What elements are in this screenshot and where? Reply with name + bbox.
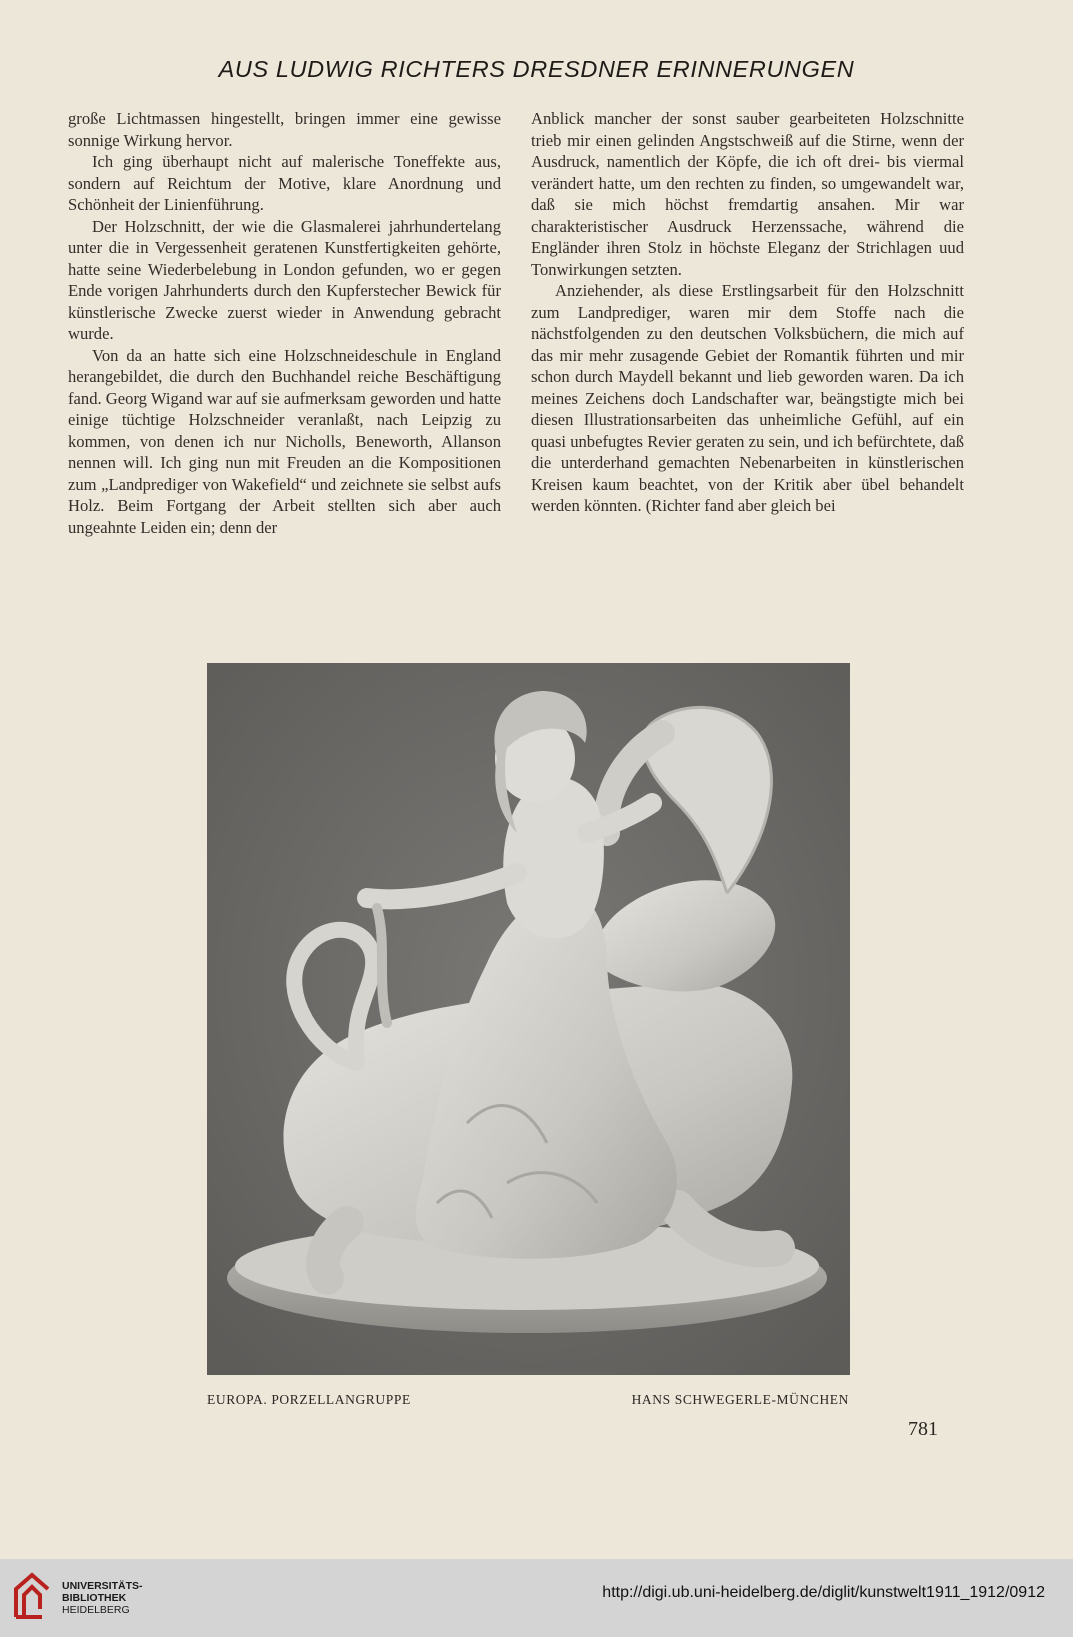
paragraph: große Lichtmassen hingestellt, bringen immer eine gewisse sonnige Wirkung hervor. — [68, 109, 501, 150]
europa-porcelain-group-illustration — [207, 663, 850, 1375]
paragraph: Anblick mancher der sonst sauber gearbeiteten Holzschnitte trieb mir einen gelinden Angstschweiß auf die Stirne, wenn der Ausdruck, namentlich der Köpfe, die ich oft drei- bis viermal verändert hatte, um den rechten zu finden, so umgewandelt war, daß sie mich höchst fremdartig ansahen. Mir war charakteristischer Ausdruck Herzenssache, während die Engländer ihren Stolz in höchste Eleganz der Strichlagen uud Tonwirkungen setzten. — [531, 109, 964, 279]
porcelain-figure-photo — [207, 663, 850, 1375]
running-header: AUS LUDWIG RICHTERS DRESDNER ERINNERUNGEN — [218, 56, 855, 82]
paragraph: Ich ging überhaupt nicht auf malerische Toneffekte aus, sondern auf Reichtum der Motive, klare Anordnung und Schönheit der Linienführung. — [68, 152, 501, 214]
text-column-right — [531, 108, 964, 517]
figure-caption-artist: HANS SCHWEGERLE-MÜNCHEN — [631, 1392, 849, 1407]
text-column-left — [68, 108, 501, 538]
library-name-line: HEIDELBERG — [62, 1604, 130, 1616]
library-name-line: UNIVERSITÄTS- — [62, 1580, 143, 1592]
library-name-line: BIBLIOTHEK — [62, 1592, 127, 1604]
paragraph: Der Holzschnitt, der wie die Glasmalerei jahrhundertelang unter die in Vergessenheit geratenen Kunstfertigkeiten gehörte, hatte seine Wiederbelebung in London gefunden, wo er gegen Ende vorigen Jahrhunderts durch den Kupferstecher Bewick für künstlerische Zwecke zuerst wieder in Anwendung gebracht wurde. — [68, 216, 501, 343]
digitization-footer — [0, 1559, 1073, 1637]
university-library-logo-icon — [12, 1569, 52, 1621]
permalink-url[interactable]: http://digi.ub.uni-heidelberg.de/diglit/kunstwelt1911_1912/0912 — [602, 1584, 1045, 1601]
figure-caption-title: EUROPA. PORZELLANGRUPPE — [207, 1392, 411, 1407]
library-name — [62, 1580, 143, 1616]
page-number: 781 — [908, 1418, 938, 1440]
paragraph: Anziehender, als diese Erstlingsarbeit für den Holzschnitt zum Landprediger, waren mir dem Stoffe nach die nächstfolgenden zu den deutschen Volksbüchern, die mich auf das mir mehr zusagende Gebiet der Romantik führten und mir schon durch Maydell bekannt und lieb geworden waren. Da ich meines Zeichens doch Landschafter war, beängstigte mich bei diesen Illustrationsarbeiten das unheimliche Gefühl, auf ein quasi unbefugtes Revier geraten zu sein, und ich befürchtete, daß die unterderhand gemachten Nebenarbeiten in künstlerischen Kreisen kaum beachtet, von der Kritik aber übel behandelt werden könnten. (Richter fand aber gleich bei — [531, 281, 964, 515]
paragraph: Von da an hatte sich eine Holzschneideschule in England herangebildet, die durch den Buchhandel reiche Beschäftigung fand. Georg Wigand war auf sie aufmerksam geworden und hatte einige tüchtige Holzschneider veranlaßt, nach Leipzig zu kommen, von denen ich nur Nicholls, Beneworth, Allanson nennen will. Ich ging nun mit Freuden an die Kompositionen zum „Landprediger von Wakefield“ und zeichnete sie selbst aufs Holz. Beim Fortgang der Arbeit stellten sich aber auch ungeahnte Leiden ein; denn der — [68, 345, 501, 537]
